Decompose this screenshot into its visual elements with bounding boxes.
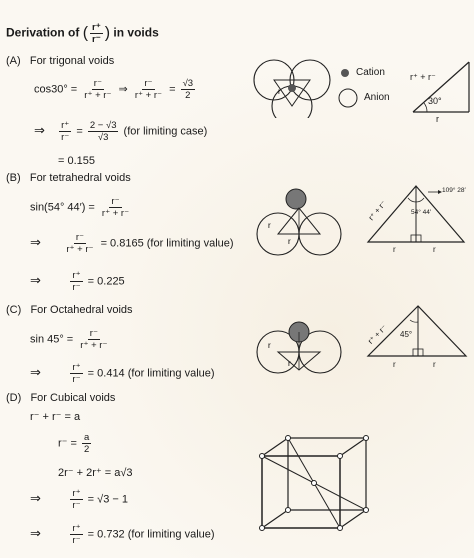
tetra-frac-2 (64, 232, 95, 255)
octa-circles-figure (254, 314, 354, 390)
tetra-base-left: r (393, 245, 396, 254)
trigonal-circles-figure (250, 52, 340, 118)
octa-lhs: sin 45° = (30, 333, 74, 346)
section-a-heading (6, 55, 114, 67)
trigonal-arrow: ⇒ (34, 122, 45, 138)
cube-back-face (288, 438, 366, 510)
section-c-title: For Octahedral voids (30, 304, 133, 316)
title-frac-num: r⁺ (92, 22, 101, 33)
tetra-eq-2 (30, 232, 234, 255)
trigonal-note: (for limiting case) (123, 125, 208, 138)
title-fraction (90, 22, 103, 45)
cube-front-face (262, 456, 340, 528)
trigonal-r-label: r (278, 87, 281, 96)
tetra-angle-half: 54° 44′ (411, 209, 432, 216)
trigonal-frac-4 (59, 120, 71, 143)
cubic-val-1: = √3 − 1 (87, 493, 128, 506)
tetra-val-2: = 0.225 (87, 275, 125, 288)
tetra-frac-2-num: r⁻ (75, 232, 84, 243)
tetra-side-label: r⁺ + r⁻ (366, 198, 389, 223)
trigonal-frac-3 (181, 78, 196, 101)
cubic-val-2: = 0.732 (for limiting value) (87, 528, 215, 541)
cubic-frac-2-num: r⁺ (72, 488, 81, 499)
section-b-label: (B) (6, 172, 21, 184)
octa-arrow: ⇒ (30, 364, 41, 380)
cube-figure (254, 432, 380, 538)
tetra-frac-2-den: r⁺ + r⁻ (66, 244, 94, 255)
trigonal-frac-5 (88, 120, 119, 143)
octa-angle-label: 45° (400, 330, 413, 339)
title-prefix: Derivation of (6, 25, 80, 40)
tetra-arrow-1: ⇒ (30, 234, 41, 250)
tetra-frac-3-den: r⁻ (72, 282, 81, 293)
trigonal-angle-label: 30° (428, 96, 442, 106)
octa-eq-1 (30, 328, 111, 351)
cubic-frac-1 (82, 432, 91, 455)
trigonal-result: = 0.155 (58, 155, 96, 167)
tetra-r-label-1: r (268, 221, 271, 230)
tetra-lhs: sin(54° 44′) = (30, 201, 95, 214)
section-d-heading (6, 392, 115, 404)
octa-val: = 0.414 (for limiting value) (87, 367, 215, 380)
trigonal-eq-1 (34, 78, 197, 101)
tetra-val-1: = 0.8165 (for limiting value) (100, 237, 234, 250)
tetra-frac-3-num: r⁺ (72, 270, 81, 281)
anion-legend-icon (339, 89, 357, 107)
section-d-label: (D) (6, 392, 22, 404)
section-a-label: (A) (6, 55, 21, 67)
legend-anion-label: Anion (364, 92, 390, 103)
cubic-frac-3 (70, 523, 82, 546)
trigonal-lhs: cos30° = (34, 83, 78, 96)
cubic-arrow-1: ⇒ (30, 490, 41, 506)
octa-eq-2 (30, 362, 215, 385)
cation-dot (288, 84, 296, 92)
legend-cation-label: Cation (356, 67, 385, 78)
cubic-frac-1-den: 2 (84, 444, 90, 455)
octa-frac-1-num: r⁻ (89, 328, 98, 339)
section-c-label: (C) (6, 304, 22, 316)
trigonal-frac-5-den: √3 (97, 132, 109, 143)
octa-base-left: r (393, 360, 396, 369)
tetra-eq-1 (30, 196, 133, 219)
trigonal-equals: = (169, 83, 176, 96)
cubic-frac-3-den: r⁻ (72, 535, 81, 546)
tetra-cation (286, 189, 306, 209)
tetra-circles-figure (254, 182, 354, 264)
trigonal-right-triangle (405, 58, 473, 122)
cubic-eq-4 (30, 488, 128, 511)
cubic-eq-5 (30, 523, 215, 546)
trigonal-frac-4-num: r⁺ (61, 120, 70, 131)
octa-side-label: r⁺ + r⁻ (366, 323, 389, 346)
octa-base-right: r (433, 360, 436, 369)
trigonal-frac-3-num: √3 (182, 78, 194, 89)
octa-r-label-1: r (268, 341, 271, 350)
title-frac-den: r⁻ (92, 34, 101, 45)
cation-legend-icon (341, 69, 349, 77)
tetra-eq-3 (30, 270, 125, 293)
trigonal-frac-1-num: r⁻ (93, 78, 102, 89)
trigonal-frac-5-num: 2 − √3 (89, 120, 117, 131)
octa-frac-1 (78, 328, 109, 351)
octa-r-label-2: r (288, 359, 291, 368)
cubic-lhs: r⁻ = (58, 437, 77, 450)
page-title: Derivation of ( $\frac{r^+}{r^-}$ ) in voids (6, 22, 159, 45)
trigonal-frac-2 (133, 78, 164, 101)
cubic-line-1: r⁻ + r⁻ = a (30, 411, 81, 423)
trigonal-implies: ⇒ (118, 83, 128, 96)
section-a-title: For trigonal voids (29, 55, 115, 67)
trigonal-hyp-label: r⁺ + r⁻ (410, 72, 436, 82)
trigonal-base-label: r (436, 114, 439, 124)
section-b-heading (6, 172, 131, 184)
cubic-frac-1-num: a (84, 432, 90, 443)
cubic-frac-2 (70, 488, 82, 511)
section-d-title: For Cubical voids (30, 392, 116, 404)
tetra-arrow-2: ⇒ (30, 272, 41, 288)
octa-frac-1-den: r⁺ + r⁻ (80, 340, 108, 351)
octa-frac-2 (70, 362, 82, 385)
tetra-base-right: r (433, 245, 436, 254)
section-b-title: For tetrahedral voids (29, 172, 131, 184)
cube-center-atom (312, 481, 317, 486)
cubic-frac-2-den: r⁻ (72, 500, 81, 511)
trigonal-frac-3-den: 2 (185, 90, 191, 101)
cubic-frac-3-num: r⁺ (72, 523, 81, 534)
tetra-frac-1-num: r⁻ (111, 196, 120, 207)
cubic-eq-2 (58, 432, 93, 455)
tetra-frac-3 (70, 270, 82, 293)
cubic-line-3: 2r⁻ + 2r⁺ = a√3 (58, 467, 133, 479)
trigonal-frac-4-den: r⁻ (61, 132, 70, 143)
section-c-heading (6, 304, 133, 316)
octa-frac-2-num: r⁺ (72, 362, 81, 373)
tetra-frac-1 (100, 196, 131, 219)
cubic-arrow-2: ⇒ (30, 525, 41, 541)
trigonal-frac-2-num: r⁻ (144, 78, 153, 89)
trigonal-eq-2: ⇒ $\frac{r^+}{r^-}$ = $\frac{2 - √3}{√3}$ (for limiting case) (34, 120, 208, 143)
octa-frac-2-den: r⁻ (72, 374, 81, 385)
trigonal-frac-1 (82, 78, 113, 101)
tetra-frac-1-den: r⁺ + r⁻ (101, 208, 130, 219)
title-suffix: in voids (113, 25, 159, 40)
trigonal-frac-1-den: r⁺ + r⁻ (84, 90, 112, 101)
trigonal-frac-2-den: r⁺ + r⁻ (134, 90, 163, 101)
tetra-r-label-2: r (288, 237, 291, 246)
tetra-angle-top: 109° 28′ (442, 187, 466, 194)
